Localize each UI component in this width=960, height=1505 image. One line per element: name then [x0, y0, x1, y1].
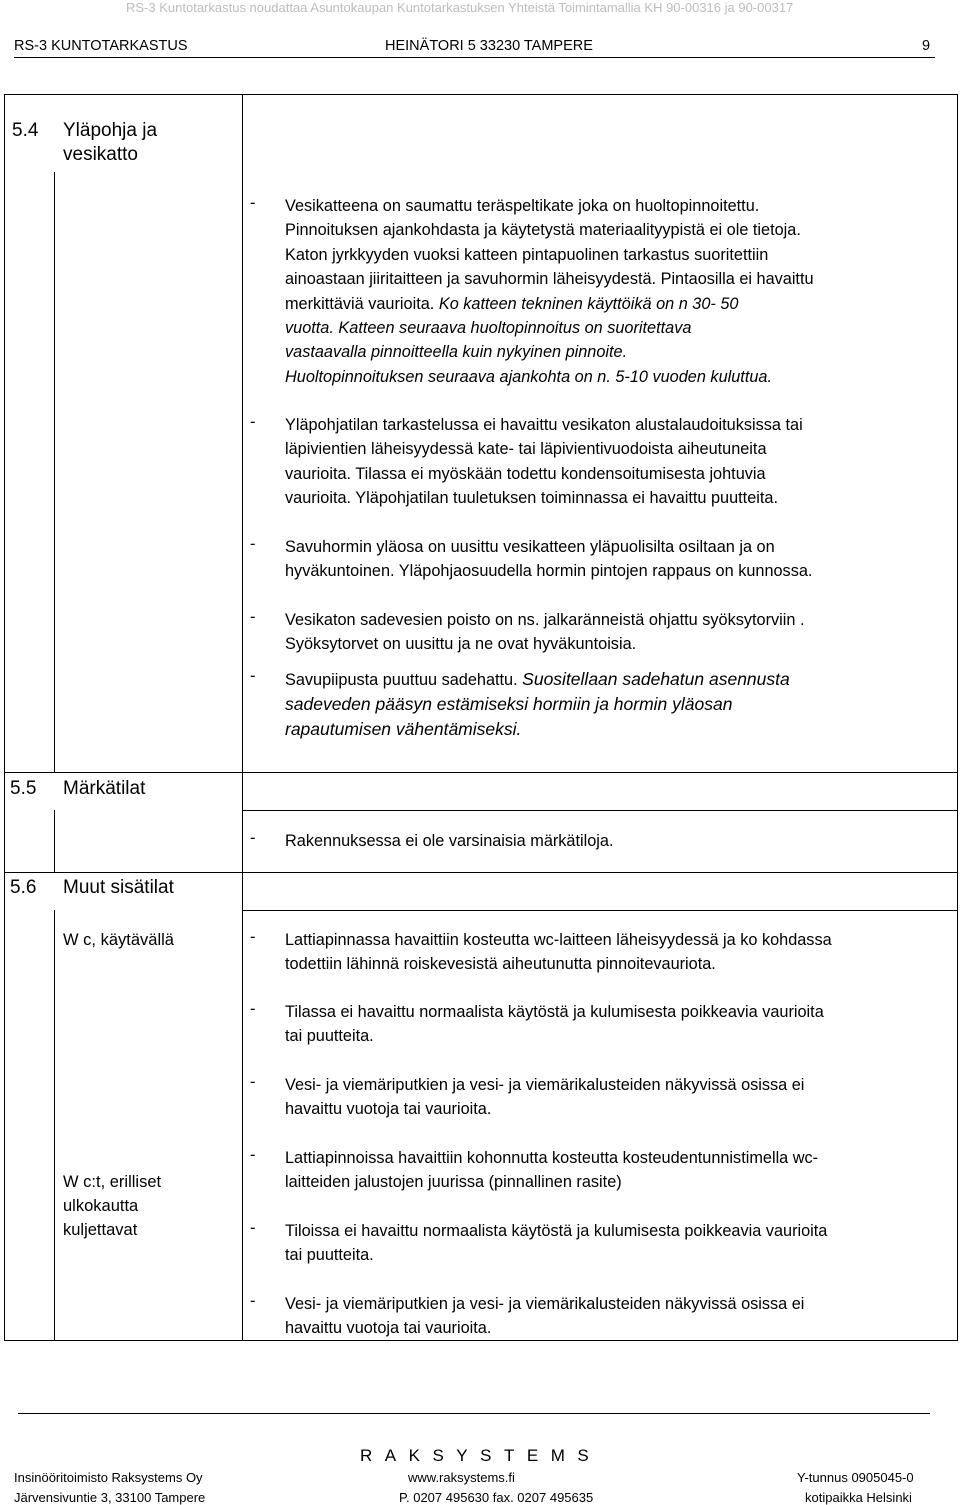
bullet-dash: -: [250, 194, 256, 212]
text-line: Vesikaton sadevesien poisto on ns. jalkaränneistä ohjattu syöksytorviin .: [285, 611, 805, 629]
wc2-wear-paragraph: [285, 1219, 925, 1268]
text-line: Tiloissa ei havaittu normaalista käytöstä ja kulumisesta poikkeavia vaurioita: [285, 1222, 828, 1240]
bullet-dash: -: [250, 1292, 256, 1310]
wc1-plumbing-paragraph: [285, 1073, 925, 1122]
room-label-wc-separate: [63, 1170, 161, 1242]
text-line: ainoastaan jiiritaitteen ja savuhormin läheisyydestä. Pintaosilla ei havaittu: [285, 270, 814, 289]
text-line: vaurioita. Yläpohjatilan tuuletuksen toiminnassa ei havaittu puutteita.: [285, 489, 778, 508]
company-name: Insinööritoimisto Raksystems Oy: [14, 1470, 203, 1485]
bullet-dash: -: [250, 1073, 256, 1091]
text-line: Tilassa ei havaittu normaalista käytöstä ja kulumisesta poikkeavia vaurioita: [285, 1003, 824, 1021]
italic-text: vuotta. Katteen seuraava huoltopinnoitus on suoritettava: [285, 319, 692, 338]
text-line: tai puutteita.: [285, 1246, 374, 1265]
bullet-dash: -: [250, 608, 256, 626]
drainage-paragraph: [285, 608, 925, 657]
section-title-5-5: Märkätilat: [63, 778, 146, 799]
text-line: havaittu vuotoja tai vaurioita.: [285, 1100, 492, 1119]
company-address: Järvensivuntie 3, 33100 Tampere: [14, 1490, 206, 1505]
chimney-cap-paragraph: [285, 667, 925, 741]
text-line: merkittäviä vaurioita.: [285, 294, 435, 313]
chimney-paragraph: [285, 535, 925, 584]
text-line: havaittu vuotoja tai vaurioita.: [285, 1319, 492, 1338]
text-line: Katon jyrkkyyden vuoksi katteen pintapuolinen tarkastus suoritettiin: [285, 245, 769, 264]
text-line: Lattiapinnoissa havaittiin kohonnutta kosteutta kosteudentunnistimella wc-: [285, 1149, 819, 1167]
recommendation-text: sadeveden pääsyn estämiseksi hormiin ja hormin yläosan: [285, 694, 733, 715]
attic-paragraph: [285, 413, 925, 511]
bullet-dash: -: [250, 667, 256, 685]
section-title-5-4-line2: vesikatto: [63, 144, 138, 165]
header-rule: [14, 57, 935, 58]
text-line: vaurioita. Tilassa ei myöskään todettu kondensoitumisesta johtuvia: [285, 464, 766, 483]
text-line: ulkokautta: [63, 1197, 139, 1215]
section-number-5-4: 5.4: [12, 120, 39, 141]
text-line: Savuhormin yläosa on uusittu vesikatteen yläpuolisilta osiltaan ja on: [285, 538, 775, 556]
recommendation-text: Suositellaan sadehatun asennusta: [522, 669, 790, 689]
italic-text: Huoltopinnoituksen seuraava ajankohta on n. 5-10 vuoden kuluttua.: [285, 367, 772, 386]
text-line: Vesikatteena on saumattu teräspeltikate joka on huoltopinnoitettu.: [285, 197, 760, 215]
section-title-5-4-line1: Yläpohja ja: [63, 120, 158, 141]
text-line: Vesi- ja viemäriputkien ja vesi- ja viemärikalusteiden näkyvissä osissa ei: [285, 1076, 805, 1094]
bullet-dash: -: [250, 1146, 256, 1164]
text-line: Yläpohjatilan tarkastelussa ei havaittu vesikaton alustalaudoituksissa tai: [285, 416, 803, 434]
business-id: Y-tunnus 0905045-0: [797, 1470, 914, 1485]
roof-covering-paragraph: [285, 194, 925, 389]
bullet-dash: -: [250, 413, 256, 431]
text-line: W c:t, erilliset: [63, 1173, 162, 1191]
page-number: 9: [922, 38, 931, 54]
text-line: läpivientien läheisyydessä kate- tai läpivientivuodoista aiheutuneita: [285, 440, 767, 459]
running-title: RS-3 Kuntotarkastus noudattaa Asuntokaupan Kuntotarkastuksen Yhteistä Toimintamallia KH 90-00316 ja 90-00317: [126, 0, 794, 15]
wc2-plumbing-paragraph: [285, 1292, 925, 1341]
wc2-moisture-paragraph: [285, 1146, 925, 1195]
company-website[interactable]: www.raksystems.fi: [408, 1470, 515, 1485]
text-line: Syöksytorvet on uusittu ja ne ovat hyväkuntoisia.: [285, 635, 637, 654]
wc1-wear-paragraph: [285, 1000, 925, 1049]
text-line: Lattiapinnassa havaittiin kosteutta wc-laitteen läheisyydessä ja ko kohdassa: [285, 931, 832, 949]
text-line: todettiin lähinnä roiskevesistä aiheutunutta pinnoitevauriota.: [285, 955, 716, 974]
section-number-5-5: 5.5: [10, 778, 37, 799]
bullet-dash: -: [250, 928, 256, 946]
room-label-wc-corridor: W c, käytävällä: [63, 931, 174, 949]
italic-text: Ko katteen tekninen käyttöikä on n 30- 50: [438, 294, 739, 313]
text-line: Vesi- ja viemäriputkien ja vesi- ja viemärikalusteiden näkyvissä osissa ei: [285, 1295, 805, 1313]
bullet-dash: -: [250, 535, 256, 553]
company-phone: P. 0207 495630 fax. 0207 495635: [399, 1490, 594, 1505]
bullet-dash: -: [250, 1000, 256, 1018]
text-line: Savupiipusta puuttuu sadehattu.: [285, 671, 518, 689]
text-line: laitteiden jalustojen juurissa (pinnallinen rasite): [285, 1173, 622, 1192]
text-line: tai puutteita.: [285, 1027, 374, 1046]
footer-rule: [18, 1413, 930, 1414]
wc1-moisture-paragraph: [285, 928, 925, 977]
italic-text: vastaavalla pinnoitteella kuin nykyinen pinnoite.: [285, 343, 628, 362]
section-title-5-6: Muut sisätilat: [63, 877, 174, 898]
company-domicile: kotipaikka Helsinki: [805, 1490, 912, 1505]
report-type-header: RS-3 KUNTOTARKASTUS: [14, 38, 188, 54]
text-line: kuljettavat: [63, 1221, 138, 1239]
address-header: HEINÄTORI 5 33230 TAMPERE: [385, 38, 593, 54]
bullet-dash: -: [250, 829, 256, 847]
company-logo: RAKSYSTEMS: [360, 1446, 602, 1465]
bullet-dash: -: [250, 1219, 256, 1237]
section-number-5-6: 5.6: [10, 877, 37, 898]
text-line: Pinnoituksen ajankohdasta ja käytetystä materiaalityypistä ei ole tietoja.: [285, 221, 801, 240]
recommendation-text: rapautumisen vähentämiseksi.: [285, 718, 522, 739]
text-line: hyväkuntoinen. Yläpohjaosuudella hormin pintojen rappaus on kunnossa.: [285, 562, 813, 581]
wet-rooms-text: Rakennuksessa ei ole varsinaisia märkätiloja.: [285, 832, 614, 850]
